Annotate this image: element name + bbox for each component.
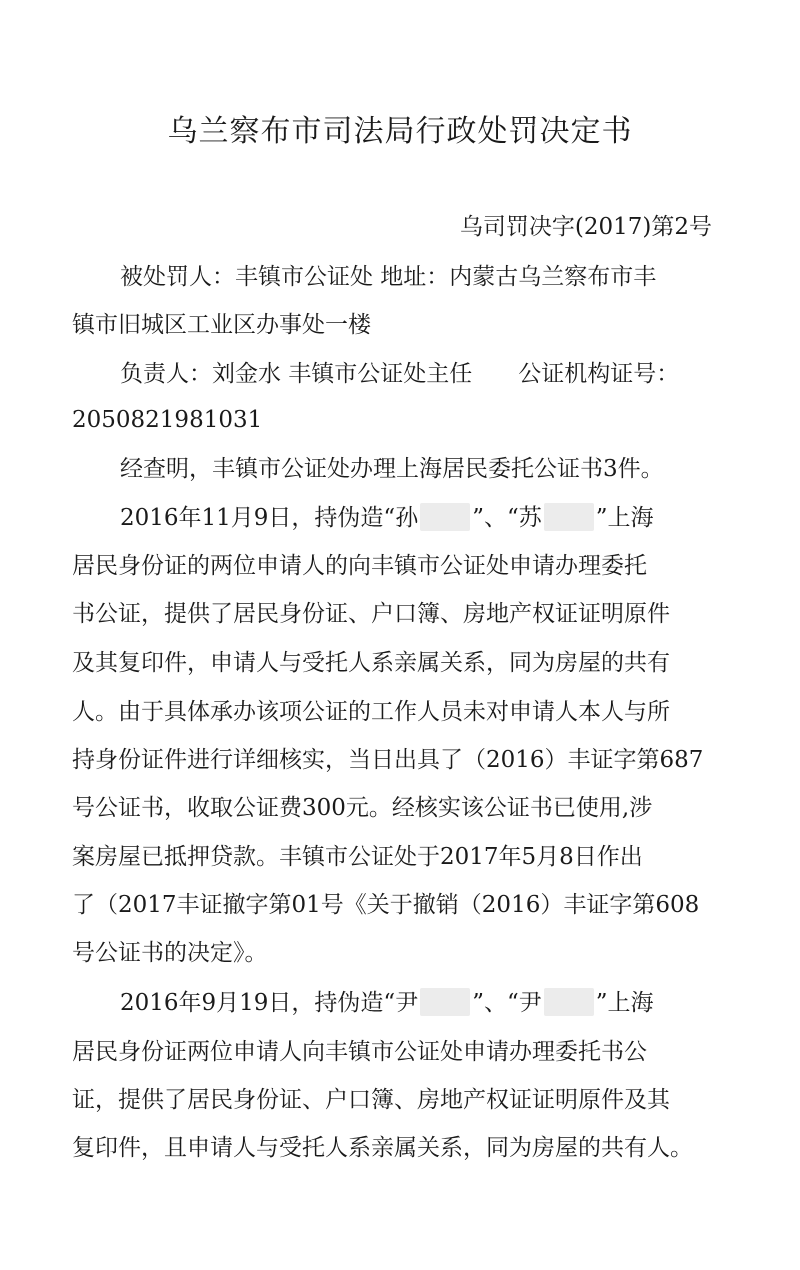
case-1-prefix: 2016年11月9日，持伪造“孙 xyxy=(120,505,419,531)
case-1-suffix: ”上海 xyxy=(595,505,654,531)
text-line: 居民身份证两位申请人向丰镇市公证处申请办理委托书公 xyxy=(72,1039,647,1065)
case-2-prefix: 2016年9月19日，持伪造“尹 xyxy=(120,990,419,1016)
document-title: 乌兰察布市司法局行政处罚决定书 xyxy=(167,114,633,149)
redaction-box xyxy=(544,503,594,531)
text-line: 号公证书的决定》。 xyxy=(72,940,268,966)
text-line: 人。由于具体承办该项公证的工作人员未对申请人本人与所 xyxy=(72,699,670,725)
case-2-line xyxy=(120,988,654,1018)
case-2-middle: ”、“尹 xyxy=(472,990,542,1016)
case-1-line xyxy=(120,503,654,533)
text-line: 复印件，且申请人与受托人系亲属关系，同为房屋的共有人。 xyxy=(72,1135,693,1161)
text-line: 了（2017丰证撤字第01号《关于撤销（2016）丰证字第608 xyxy=(72,892,700,918)
text-line: 书公证，提供了居民身份证、户口簿、房地产权证证明原件 xyxy=(72,601,670,627)
redaction-box xyxy=(420,988,470,1016)
document-number: 乌司罚决字(2017)第2号 xyxy=(459,214,712,240)
text-line: 居民身份证的两位申请人的向丰镇市公证处申请办理委托 xyxy=(72,553,647,579)
text-line: 持身份证件进行详细核实，当日出具了（2016）丰证字第687 xyxy=(72,747,704,773)
text-line: 案房屋已抵押贷款。丰镇市公证处于2017年5月8日作出 xyxy=(72,844,643,870)
text-line: 及其复印件，申请人与受托人系亲属关系，同为房屋的共有 xyxy=(72,650,670,676)
redaction-box xyxy=(544,988,594,1016)
text-line: 证，提供了居民身份证、户口簿、房地产权证证明原件及其 xyxy=(72,1087,670,1113)
text-line: 号公证书，收取公证费300元。经核实该公证书已使用,涉 xyxy=(72,795,653,821)
text-line: 镇市旧城区工业区办事处一楼 xyxy=(72,312,371,338)
case-2-suffix: ”上海 xyxy=(595,990,654,1016)
text-line: 被处罚人：丰镇市公证处 地址：内蒙古乌兰察布市丰 xyxy=(120,264,657,290)
text-line: 经查明，丰镇市公证处办理上海居民委托公证书3件。 xyxy=(120,456,664,482)
redaction-box xyxy=(420,503,470,531)
case-1-middle: ”、“苏 xyxy=(472,505,542,531)
text-line: 2050821981031 xyxy=(72,407,263,433)
text-line: 负责人：刘金水 丰镇市公证处主任 公证机构证号： xyxy=(120,361,680,387)
